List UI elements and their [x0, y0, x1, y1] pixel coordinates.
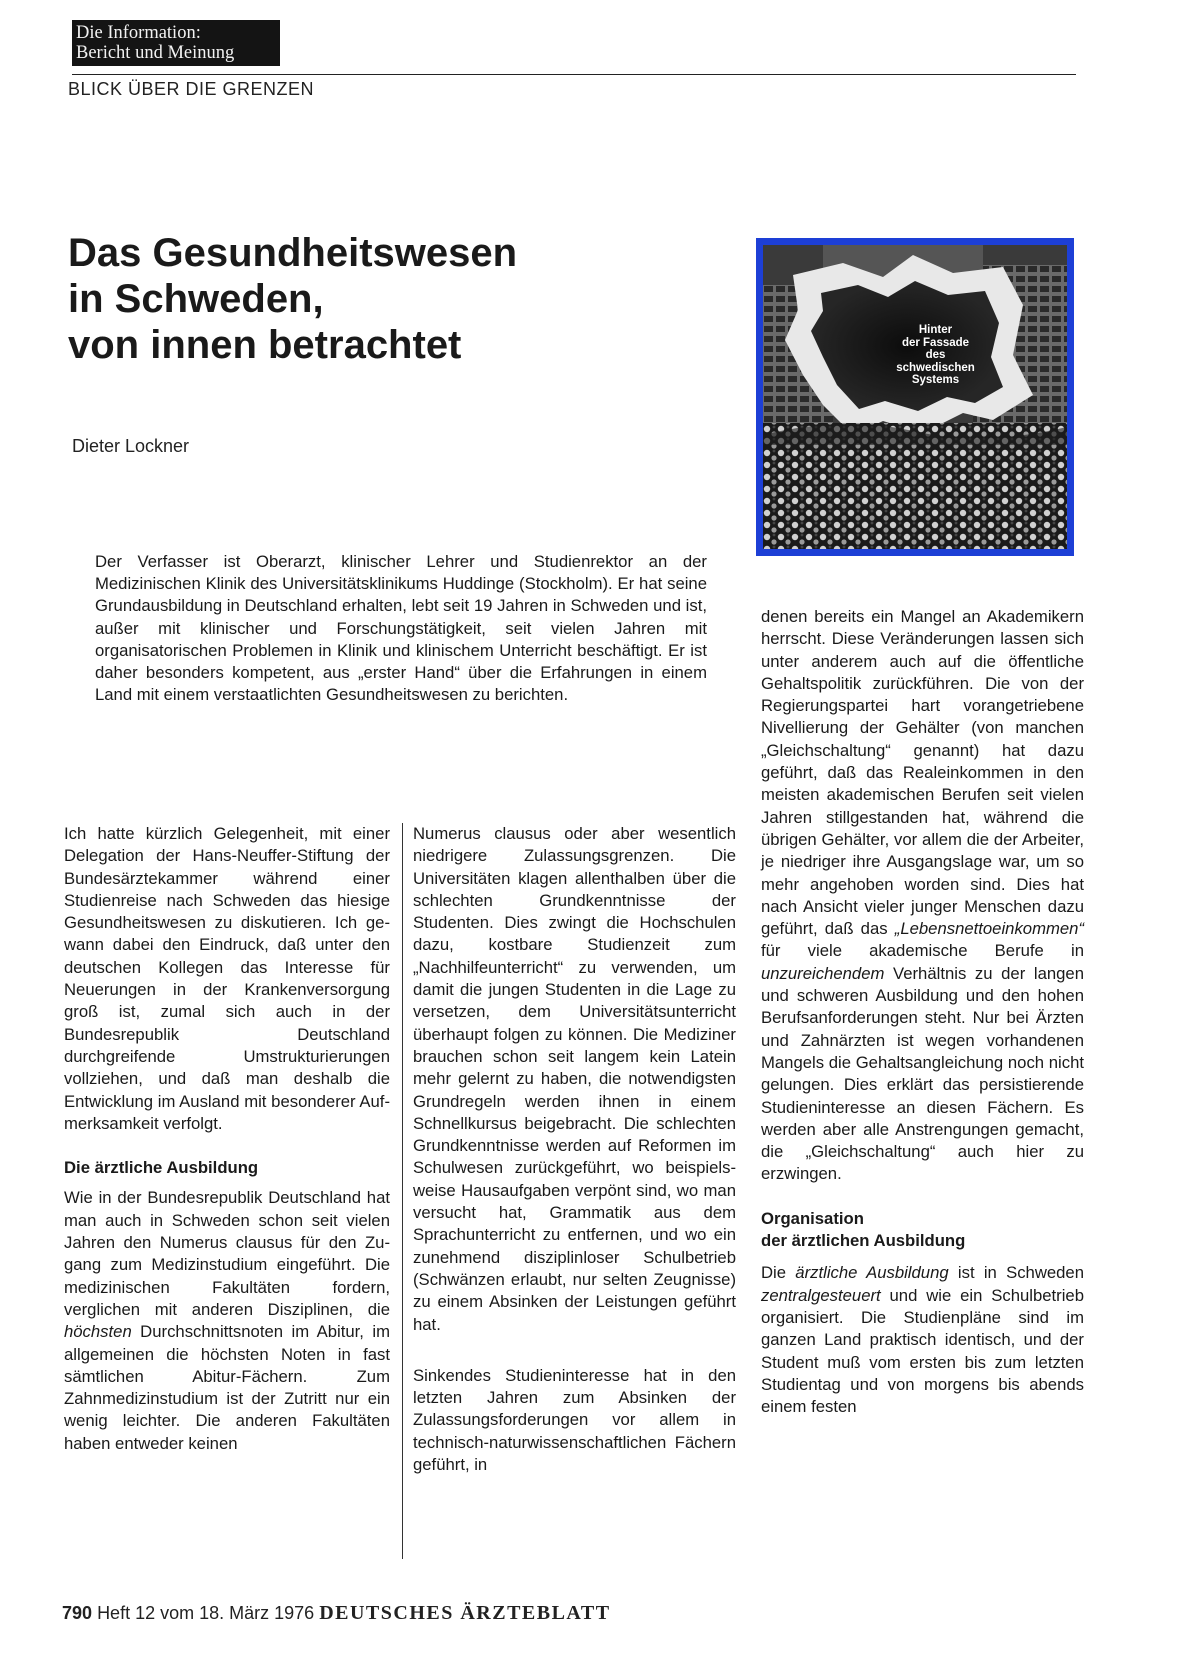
- col3-paragraph-2: Die ärztliche Ausbildung ist in Schweden zentralgesteuert und wie ein Schulbetrieb organisiert. Die Studienpläne sind im ganzen Land praktisch identisch, und der Student muß vom ersten bis zum letzten Studientag und von morgens bis abends einem festen: [761, 1263, 1084, 1417]
- page-number: 790: [62, 1603, 93, 1623]
- caption-line-3: des: [925, 349, 946, 361]
- col1-paragraph-1: Ich hatte kürzlich Gelegenheit, mit einer Delegation der Hans-Neuffer-Stiftung der Bundesärztekammer während einer Studienreise nach Schweden das hiesige Gesundheitswesen zu diskutieren. Ich gewann dabei den Eindruck, daß unter den deutschen Kollegen das Interesse für Neuerungen in der Krankenversorgung groß ist, zumal sich auch in der Bundesrepublik Deutschland durchgreifende Umstrukturierungen vollziehen, und daß man deshalb die Entwicklung im Ausland mit besonderer Aufmerksamkeit verfolgt.: [64, 824, 390, 1133]
- caption-line-1: Hinter: [918, 324, 953, 336]
- col2-paragraph-2: Sinkendes Studieninteresse hat in den letzten Jahren zum Absinken der Zulassungsforderungen vor allem in technisch-naturwissenschaftlichen Fächern geführt, in: [413, 1365, 736, 1475]
- header-rule: [72, 74, 1076, 75]
- page-footer: [62, 1602, 611, 1625]
- col1-heading: Die ärztliche Ausbildung: [64, 1158, 259, 1178]
- col3-paragraph-1: denen bereits ein Mangel an Akademikern herrscht. Diese Veränderungen lassen sich unter anderem auch auf die öffentliche Gehaltspolitik zurückführen. Die von der Regierungspartei hart vorangetriebene Nivellierung der Gehälter (von manchen „Gleichschaltung“ genannt) hat dazu geführt, daß das Realeinkommen in den meisten akademischen Berufen seit vielen Jahren stillgestanden hat, während die übrigen Gehälter, vor allem die der Arbeiter, je niedriger ihre Ausgangslage war, um so mehr angehoben worden sind. Dies hat nach Ansicht vieler junger Menschen dazu geführt, daß das „Lebensnettoeinkommen“ für viele akademische Berufe in unzureichendem Verhältnis zu der langen und schweren Ausbildung und den hohen Berufsanforderungen steht. Nur bei Ärzten und Zahnärzten ist wegen vorhandenen Mangels die Gehaltsangleichung noch nicht gelungen. Dies erklärt das persistierende Studieninteresse an diesen Fächern. Es werden aber alle Anstrengungen gemacht, die „Gleichschaltung“ auch hier zu erzwingen.: [761, 607, 1084, 1184]
- photo-caption: [883, 324, 988, 387]
- section-label: BLICK ÜBER DIE GRENZEN: [68, 79, 315, 99]
- author-intro: Der Verfasser ist Oberarzt, klinischer Lehrer und Studienrektor an der Medizinischen Klinik des Universitätsklinikums Huddinge (Stockholm). Er hat seine Grundausbildung in Deutschland erhalten, lebt seit 19 Jahren in Schweden und ist, außer mit klinischer und Forschungstätigkeit, seit vielen Jahren mit organisatorischen Problemen in Klinik und klinischem Unterricht beschäftigt. Er ist daher besonders kompetent, aus „erster Hand“ über die Erfahrungen in einem Land mit einem verstaatlichten Gesundheitswesen zu berichten.: [95, 552, 707, 705]
- article-title: [68, 230, 668, 368]
- title-line-3: von innen betrachtet: [68, 323, 462, 367]
- title-line-1: Das Gesundheitswesen: [68, 231, 518, 275]
- col3-heading: Organisation der ärztlichen Ausbildung: [761, 1208, 966, 1251]
- photo-illustration: [763, 245, 1067, 549]
- col1-paragraph-2: Wie in der Bundesrepublik Deutschland hat man auch in Schweden schon seit vielen Jahren den Numerus clausus für den Zugang zum Medizinstudium eingeführt. Die medizinischen Fakultäten fordern, verglichen mit anderen Disziplinen, die höchsten Durchschnittsnoten im Abitur, im allgemeinen die höchsten Noten in fast sämtlichen Abitur-Fächern. Zum Zahnmedizinstudium ist der Zutritt nur ein wenig leichter. Die anderen Fakultäten haben entweder keinen: [64, 1188, 390, 1453]
- rubric-box: [72, 20, 280, 66]
- issue-info: Heft 12 vom 18. März 1976: [97, 1603, 315, 1623]
- caption-line-5: Systems: [911, 374, 960, 386]
- journal-name: DEUTSCHES ÄRZTEBLATT: [319, 1602, 611, 1624]
- column-1: [64, 823, 390, 1455]
- column-divider: [402, 823, 403, 1559]
- column-2: [413, 823, 736, 1476]
- caption-line-2: der Fassade: [901, 336, 970, 349]
- author-name: Dieter Lockner: [72, 436, 190, 456]
- photo-inner: [763, 245, 1067, 549]
- rubric-line-2: Bericht und Meinung: [76, 43, 235, 63]
- caption-line-4: schwedischen: [896, 361, 975, 374]
- rubric-line-1: Die Information:: [76, 23, 201, 43]
- article-photo: [756, 238, 1074, 556]
- title-line-2: in Schweden,: [68, 277, 324, 321]
- column-3: [761, 606, 1084, 1418]
- col2-paragraph-1: Numerus clausus oder aber wesentlich niedrigere Zulassungsgrenzen. Die Universitäten klagen allenthalben über die schlechten Grundkenntnisse der Studenten. Dies zwingt die Hochschulen dazu, kostbare Studienzeit zum „Nachhilfeunterricht“ zu verwenden, um damit die jungen Studenten in die Lage zu versetzen, dem Universitätsunterricht überhaupt folgen zu können. Die Mediziner brauchen schon seit langem kein Latein mehr gelernt zu haben, die notwendigsten Grundregeln werden ihnen in einem Schnellkursus beigebracht. Die schlechten Grundkenntnisse werden auf Reformen im Schulwesen zurückgeführt, wo beispielsweise Hausaufgaben verpönt sind, wo man versucht hat, Grammatik aus dem Sprachunterricht zu entfernen, und wo ein zunehmend disziplinloser Schulbetrieb (Schwänzen erlaubt, nur selten Zeugnisse) zu einem Absinken der Leistungen geführt hat.: [413, 824, 736, 1334]
